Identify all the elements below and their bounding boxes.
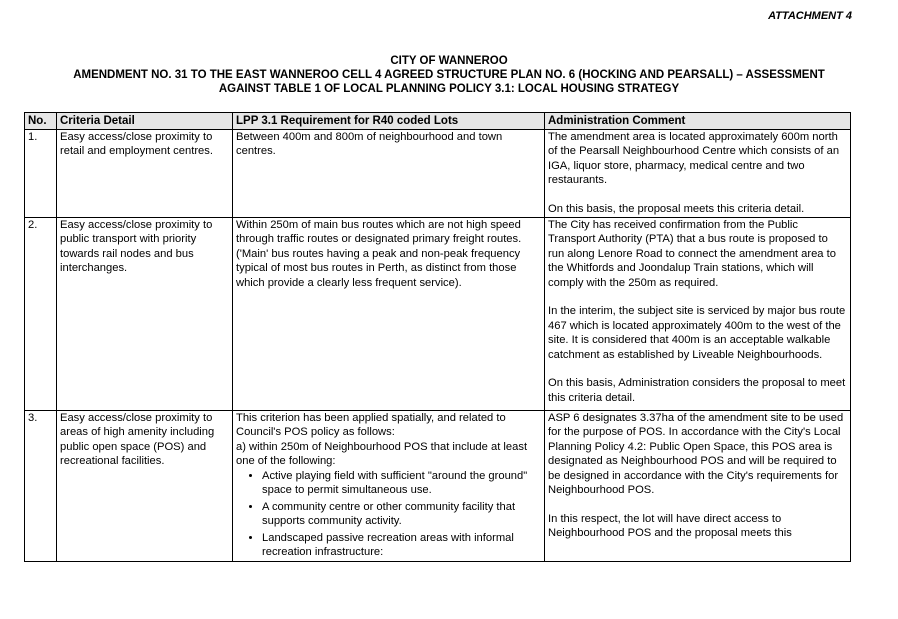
column-header-requirement: LPP 3.1 Requirement for R40 coded Lots xyxy=(233,113,545,130)
assessment-table xyxy=(24,112,851,562)
criteria-cell: Easy access/close proximity to public transport with priority towards rail nodes and bus interchanges. xyxy=(57,217,233,410)
header-line-2: AMENDMENT NO. 31 TO THE EAST WANNEROO CELL 4 AGREED STRUCTURE PLAN NO. 6 (HOCKING AND PEARSALL) – ASSESSMENT xyxy=(73,69,825,81)
table-row xyxy=(25,410,851,561)
requirement-bullet-list xyxy=(236,469,541,560)
comment-paragraph: On this basis, Administration considers the proposal to meet this criteria detail. xyxy=(548,377,846,404)
list-item: • Landscaped passive recreation areas with informal recreation infrastructure: xyxy=(262,531,541,560)
table-header-row xyxy=(25,113,851,130)
requirement-cell: Between 400m and 800m of neighbourhood and town centres. xyxy=(233,129,545,217)
requirement-cell: Within 250m of main bus routes which are not high speed through traffic routes or designated primary freight routes. ('Main' bus routes having a peak and non-peak frequency typical of most bus routes in Perth, as distinct from those which provide a clearly less frequent service). xyxy=(233,217,545,410)
comment-paragraph: The City has received confirmation from the Public Transport Authority (PTA) that a bus route is proposed to run along Lenore Road to connect the amendment area to the Whitfords and Joondalup Train stations, which will comply with the 250m as required. xyxy=(548,218,836,289)
comment-cell xyxy=(545,217,851,410)
header-line-3: AGAINST TABLE 1 OF LOCAL PLANNING POLICY 3.1: LOCAL HOUSING STRATEGY xyxy=(218,83,680,95)
row-number: 1. xyxy=(25,129,57,217)
attachment-label: ATTACHMENT 4 xyxy=(768,10,852,22)
comment-cell xyxy=(545,129,851,217)
comment-paragraph: In the interim, the subject site is serviced by major bus route 467 which is located approximately 400m to the west of the site. It is considered that 400m is an acceptable walkable catchment as established by Liveable Neighbourhoods. xyxy=(548,305,846,361)
comment-paragraph: The amendment area is located approximately 600m north of the Pearsall Neighbourhood Centre which consists of an IGA, liquor store, pharmacy, medical centre and two restaurants. xyxy=(548,130,840,186)
comment-paragraph: On this basis, the proposal meets this criteria detail. xyxy=(548,202,805,215)
header-line-1: CITY OF WANNEROO xyxy=(390,55,508,67)
column-header-no: No. xyxy=(25,113,57,130)
document-header xyxy=(0,54,898,96)
criteria-cell: Easy access/close proximity to areas of high amenity including public open space (POS) and recreational facilities. xyxy=(57,410,233,561)
list-item: • A community centre or other community facility that supports community activity. xyxy=(262,500,541,529)
list-item: • Active playing field with sufficient "around the ground" space to permit simultaneous use. xyxy=(262,469,541,498)
comment-cell xyxy=(545,410,851,561)
requirement-cell xyxy=(233,410,545,561)
column-header-criteria: Criteria Detail xyxy=(57,113,233,130)
comment-paragraph: In this respect, the lot will have direct access to Neighbourhood POS and the proposal meets this xyxy=(548,512,792,539)
table-row xyxy=(25,129,851,217)
table-row xyxy=(25,217,851,410)
comment-paragraph: ASP 6 designates 3.37ha of the amendment site to be used for the purpose of POS. In accordance with the City's Local Planning Policy 4.2: Public Open Space, this POS area is designated as Neighbourhood POS and will be required to be designed in accordance with the City's requirements for Neighbourhood POS. xyxy=(548,411,844,496)
row-number: 3. xyxy=(25,410,57,561)
row-number: 2. xyxy=(25,217,57,410)
requirement-item-a: a) within 250m of Neighbourhood POS that include at least one of the following: xyxy=(236,440,528,467)
requirement-intro: This criterion has been applied spatially, and related to Council's POS policy as follows: xyxy=(236,411,506,438)
criteria-cell: Easy access/close proximity to retail and employment centres. xyxy=(57,129,233,217)
column-header-comment: Administration Comment xyxy=(545,113,851,130)
